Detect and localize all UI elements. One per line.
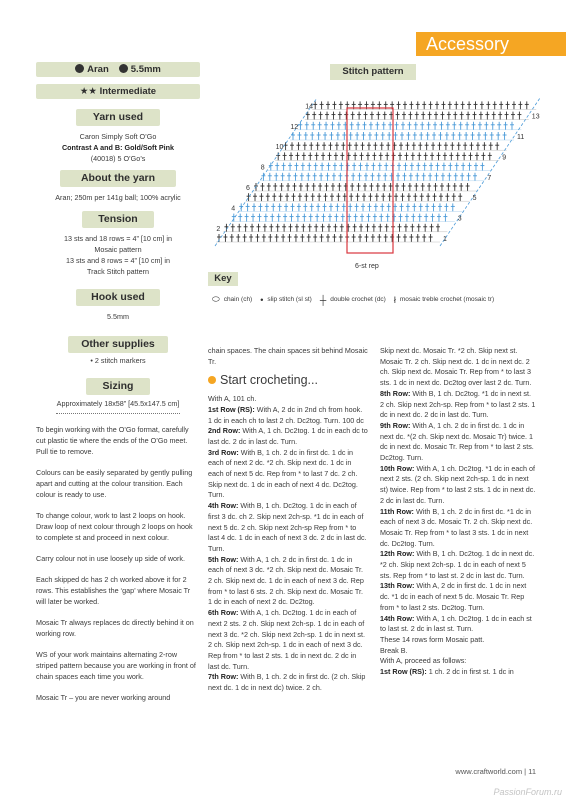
divider — [56, 413, 180, 414]
row-number-right: 5 — [472, 195, 477, 203]
repeat-label: 6-st rep — [355, 263, 379, 270]
tension-text: 13 sts and 18 rows = 4” [10 cm] in Mosaic pattern 13 sts and 8 rows = 4” [10 cm] in Track Stitch pattern — [63, 234, 173, 276]
row-text: With A, 1 ch. Dc2tog. 1 dc in each dc to last dc. 2 dc in last dc. Turn. — [208, 426, 368, 446]
hook-icon — [119, 64, 128, 73]
note-paragraph: Colours can be easily separated by gently pulling apart and cutting at the colour transition. Each colour is ready to use. — [36, 468, 193, 499]
row-text: With B, 1 ch. Dc2tog. 1 dc in next dc. *2 ch. Skip next 2ch-sp. 1 dc in each of next 5 sts. Rep from * to last st. 2 dc in last dc. Turn. — [380, 549, 535, 580]
row-number-right: 13 — [531, 113, 540, 121]
watermark: PassionForum.ru — [493, 787, 562, 797]
tension-heading: Tension — [82, 211, 154, 228]
instruction-row — [380, 507, 536, 550]
slip-stitch-symbol-icon: • — [260, 294, 264, 305]
row-text: With A, 1 ch. 2 dc in first dc. 1 dc in each of next 3 dc. *2 ch. Skip next dc. Mosaic Tr. 2 ch. Skip next dc. 1 dc in each of next 3 dc. Rep from * to last 6 sts. 2 ch. Skip next dc. Mosaic Tr. 1 dc in each of next 2 dc. Dc2tog. — [208, 554, 364, 607]
hook-size: 5.5mm — [119, 62, 161, 77]
instruction-row — [208, 672, 368, 693]
row-label: 14th Row: — [380, 613, 415, 623]
row-label: 12th Row: — [380, 549, 415, 559]
hook-used-text: 5.5mm — [107, 312, 129, 321]
instruction-row — [380, 635, 536, 646]
yarn-used-text: Caron Simply Soft O’Go Contrast A and B: Gold/Soft Pink (40018) 5 O’Go’s — [61, 132, 175, 163]
stitch-pattern-heading: Stitch pattern — [330, 64, 416, 80]
row-text: With A, 1 ch. Dc2tog. 1 dc in each of next 2 sts. 2 ch. Skip next 2ch-sp. 1 dc in each of next 3 dc. *2 ch. Skip next 2ch-sp. 1 dc in next st. 2 ch. Skip next 2ch-sp. 1 dc in each of next 3 dc. Rep from * to last 2 sts. 1 dc in next dc. 2 dc in last dc. Turn. — [208, 608, 366, 671]
instruction-row — [380, 614, 536, 635]
key-dc: double crochet (dc) — [330, 296, 386, 303]
key-chain: chain (ch) — [223, 296, 253, 303]
row-text: With B, 1 ch. 2 dc in first dc. *1 dc in each of next 3 dc. Mosaic Tr. 2 ch. Skip next dc. Mosaic Tr. Rep from * to last 3 sts. 1 dc in next dc. Dc2tog. Turn. — [380, 506, 533, 548]
row-number-left: 8 — [260, 164, 265, 172]
row-text: With B, 1 ch. Dc2tog. 1 dc in each of first 3 dc. ch 2. Skip next 2ch-sp. *1 dc in each of next 5 dc. 2 ch. Skip next 2ch-sp Rep from * to last 4 dc. 1 dc in each of next 3 dc. 2 dc in last dc. Turn. — [208, 501, 367, 553]
key-mosaic-tr: mosaic treble crochet (mosaic tr) — [399, 296, 495, 303]
bullet-icon — [208, 376, 216, 384]
row-label: 5th Row: — [208, 554, 239, 564]
instruction-row — [380, 464, 536, 507]
page-footer: www.craftworld.com | 11 — [455, 767, 536, 776]
symbol-key — [212, 294, 494, 305]
mosaic-tr-symbol-icon: ł — [393, 294, 396, 305]
row-text: With A, 2 dc in first dc. 1 dc in next dc. *1 dc in each of next 5 dc. Mosaic Tr. Rep from * to last 2 sts. Dc2tog. Turn. — [380, 581, 527, 612]
row-label: 7th Row: — [208, 672, 239, 682]
yarn-weight: Aran — [75, 62, 109, 77]
note-paragraph: Carry colour not in use loosely up side of work. — [36, 554, 186, 563]
section-tab: Accessory — [416, 32, 566, 56]
pattern-info-sidebar — [36, 62, 200, 713]
instruction-row — [380, 656, 536, 667]
row-number-right: 11 — [517, 134, 525, 141]
chain-symbol-icon: ⬭ — [212, 294, 220, 304]
row-label: 11th Row: — [380, 506, 414, 516]
instruction-row — [380, 549, 536, 581]
note-paragraph: Mosaic Tr always replaces dc directly behind it on working row. — [36, 618, 194, 638]
note-paragraph: WS of your work maintains alternating 2-row striped pattern because you are working in front of chain spaces each time you work. — [36, 650, 196, 681]
row-label: 1st Row (RS): — [380, 667, 427, 677]
instruction-row — [380, 581, 536, 613]
row-number-right: 9 — [502, 154, 507, 162]
instruction-row — [380, 667, 536, 678]
row-label: 8th Row: — [380, 388, 411, 398]
difficulty-level: ★★ Intermediate — [36, 84, 200, 99]
instruction-row — [380, 421, 536, 464]
yarn-weight-hook-badge — [36, 62, 200, 77]
left-edge-line — [215, 98, 317, 246]
row-number-left: 10 — [275, 144, 284, 152]
row-text: With A, 1 ch. Dc2tog. 1 dc in each st to last st. 2 dc in last st. Turn. — [380, 613, 532, 634]
row-number-left: 6 — [246, 185, 250, 192]
hook-used-heading: Hook used — [76, 289, 160, 306]
start-crocheting-heading: Start crocheting... — [208, 375, 368, 386]
continued-text: Skip next dc. Mosaic Tr. *2 ch. Skip next st. Mosaic Tr. 2 ch. Skip next dc. 1 dc in next dc. 2 ch. Skip next dc. Mosaic Tr. Rep from * to last 3 sts. 1 dc in next dc. Dc2tog over last 2 dc. Turn. — [380, 346, 532, 388]
instruction-row — [208, 555, 368, 609]
row-text: With B, 1 ch. 2 dc in first dc. (2 ch. Skip next dc. 1 dc in next dc) twice. 2 ch. — [208, 672, 366, 693]
notes — [36, 424, 200, 703]
instruction-row — [208, 448, 368, 502]
row-number-left: 12 — [290, 123, 299, 131]
instruction-row — [208, 405, 368, 426]
yarn-ball-icon — [75, 64, 84, 73]
row-text: These 14 rows form Mosaic patt. — [380, 634, 485, 644]
intro-text: chain spaces. The chain spaces sit behind Mosaic Tr. — [208, 346, 368, 366]
row-text: With B, 1 ch. Dc2tog. *1 dc in next st. 2 ch. Skip next 2ch-sp. Rep from * to last 2 sts. 1 dc in next dc. 2 dc in last dc. Turn. — [380, 388, 536, 420]
yarn-used-heading: Yarn used — [76, 109, 160, 126]
other-supplies-text: • 2 stitch markers — [90, 356, 146, 365]
instruction-row — [380, 389, 536, 421]
row-label: 10th Row: — [380, 463, 415, 473]
key-heading: Key — [208, 272, 238, 286]
instruction-row — [208, 426, 368, 447]
row-text: Break B. — [380, 645, 408, 655]
row-label: 2nd Row: — [208, 426, 241, 436]
row-number-right: 1 — [443, 236, 447, 243]
note-paragraph: Mosaic Tr – you are never working around — [36, 693, 171, 702]
note-paragraph: Each skipped dc has 2 ch worked above it for 2 rows. This establishes the ‘gap’ where Mosaic Tr will later be worked. — [36, 575, 191, 606]
about-yarn-text: Aran; 250m per 141g ball; 100% acrylic — [55, 193, 181, 202]
row-number-left: 4 — [231, 205, 236, 213]
note-paragraph: To change colour, work to last 2 loops on hook. Draw loop of next colour through 2 loops on hook to complete st and proceed in next colour. — [36, 511, 193, 542]
note-paragraph: To begin working with the O’Go format, carefully cut plastic tie where the ends of the O’Go meet. Pull tie to remove. — [36, 425, 189, 456]
row-label: 9th Row: — [380, 420, 411, 430]
instructions-column-1 — [208, 346, 368, 694]
row-number-right: 7 — [487, 174, 492, 182]
row-label: 6th Row: — [208, 608, 239, 618]
about-yarn-heading: About the yarn — [60, 170, 176, 187]
sizing-heading: Sizing — [86, 378, 150, 395]
row-number-right: 3 — [457, 215, 462, 223]
key-slip: slip stitch (sl st) — [267, 296, 312, 303]
row-label: 3rd Row: — [208, 447, 239, 457]
dc-symbol-icon: ┼ — [319, 294, 327, 305]
sizing-text: Approximately 18x58” [45.5x147.5 cm] — [56, 399, 180, 408]
instruction-row — [208, 501, 368, 555]
row-text: With B, 1 ch. 2 dc in first dc. 1 dc in each of next 2 dc. *2 ch. Skip next dc. 1 dc in each of next 5 dc. Rep from * to last 7 dc. 2 ch. Skip next dc. 1 dc in each of next 4 dc. Dc2tog. Turn. — [208, 447, 358, 500]
row-text: With A, 2 dc in 2nd ch from hook. 1 dc in each ch to last 2 ch. Dc2tog. Turn. 100 dc — [208, 404, 364, 425]
row-number-left: 2 — [216, 225, 221, 233]
instruction-row — [208, 394, 368, 405]
instruction-row — [208, 608, 368, 672]
right-edge-line — [440, 98, 540, 246]
row-label: 4th Row: — [208, 501, 239, 511]
instruction-row — [380, 646, 536, 657]
row-text: With A, 1 ch. 2 dc in first dc. 1 dc in next dc. *(2 ch. Skip next dc. Mosaic Tr) twice. 1 dc in next dc. Mosaic Tr. Rep from * to last 2 sts. Dc2tog. Turn. — [380, 420, 534, 463]
stitch-pattern-chart — [205, 88, 550, 274]
instructions-column-2 — [380, 346, 536, 678]
row-label: 1st Row (RS): — [208, 404, 255, 414]
other-supplies-heading: Other supplies — [68, 336, 168, 353]
row-text: 1 ch. 2 dc in first st. 1 dc in — [428, 667, 514, 677]
row-text: With A, 1 ch. Dc2tog. *1 dc in each of next 2 sts. (2 ch. Skip next 2ch-sp. 1 dc in next st) twice. Rep from * to last 2 sts. 1 dc in next dc. 2 dc in last dc. Turn. — [380, 463, 536, 505]
row-text: With A, proceed as follows: — [380, 656, 467, 666]
row-text: With A, 101 ch. — [208, 394, 257, 404]
row-label: 13th Row: — [380, 581, 415, 591]
row-number-left: 14 — [305, 103, 313, 111]
